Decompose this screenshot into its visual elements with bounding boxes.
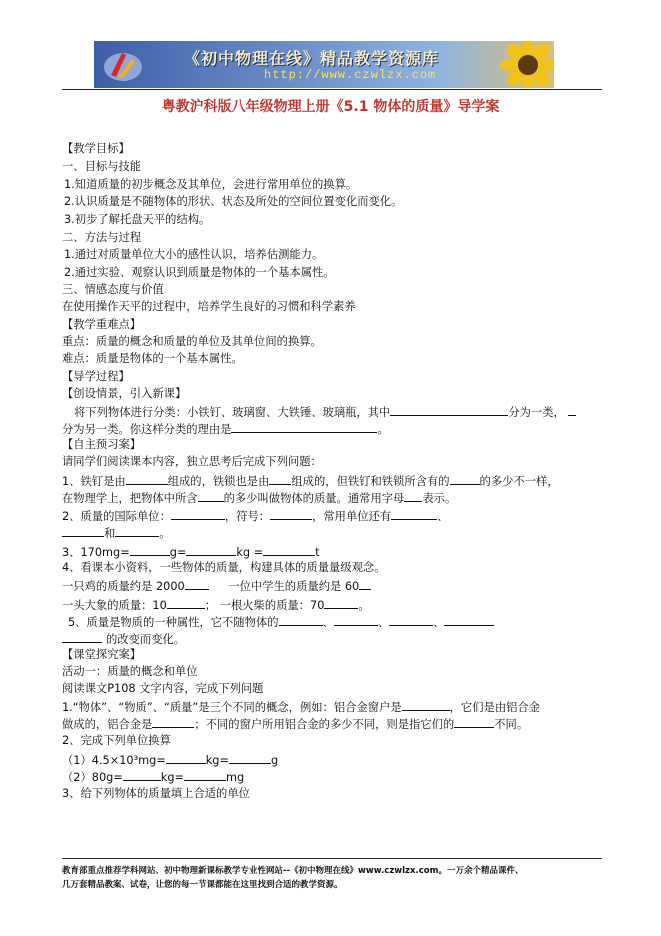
classify-line-2	[62, 421, 389, 437]
q3-line	[62, 544, 320, 560]
c2b-text-b: kg=	[160, 771, 184, 784]
blank-q4-elephant-unit[interactable]	[167, 597, 205, 609]
sunflower-icon	[494, 41, 554, 88]
q4-elephant-text: 一头大象的质量：10	[62, 599, 167, 612]
blank-c1-2[interactable]	[152, 716, 194, 728]
reading-instruction: 阅读课文P108 文字内容，完成下列问题	[62, 682, 264, 695]
q2-line-2	[62, 525, 171, 541]
footer-line-2: 几万套精品教案、试卷，让您的每一节课都能在这里找到合适的教学资源。	[62, 880, 343, 890]
c2b-line	[62, 769, 244, 785]
c1-text-e: 不同。	[494, 718, 529, 731]
c1-text-a: 1.“物体”、“物质”、“质量”是三个不同的概念，例如：铝合金窗户是	[62, 701, 402, 714]
q4-text: 4、看课本小资料，一些物体的质量，构建具体的质量量级观念。	[62, 561, 386, 574]
heading-key-points: 【教学重难点】	[62, 318, 142, 331]
blank-q5-2[interactable]	[334, 614, 378, 626]
objective-2-1: 1.通过对质量单位大小的感性认识，培养估测能力。	[64, 248, 324, 261]
c2-heading: 2、完成下列单位换算	[62, 734, 171, 747]
difficulty-text: 难点：质量是物体的一个基本属性。	[62, 352, 243, 365]
q3-text-b: g=	[169, 546, 187, 559]
blank-q1-1[interactable]	[126, 473, 168, 485]
c2a-text-a: （1）4.5×10³mg=	[62, 754, 166, 767]
heading-preview: 【自主预习案】	[62, 438, 142, 451]
c2a-line	[62, 752, 278, 768]
q2-text-c: ，常用单位还有	[312, 510, 392, 523]
q2-text-e: 和	[104, 527, 116, 540]
q1-line-2	[62, 490, 456, 506]
q1-text-g: 表示。	[422, 492, 457, 505]
q2-text-b: ，符号：	[224, 510, 271, 523]
q2-line-1	[62, 508, 448, 524]
heading-scenario: 【创设情景，引入新课】	[62, 387, 187, 400]
blank-c2a-1[interactable]	[166, 752, 206, 764]
classify-text-3: 分为另一类。你这样分类的理由是	[62, 423, 232, 436]
q5-line-1	[68, 614, 494, 630]
header-rule	[62, 89, 602, 90]
blank-q3-1[interactable]	[130, 544, 170, 556]
objective-section-1: 一、目标与技能	[62, 160, 142, 173]
q2-text-a: 2、质量的国际单位：	[62, 510, 171, 523]
q5-sep-1: 、	[322, 616, 334, 629]
c2a-text-b: kg=	[205, 754, 229, 767]
footer-rule	[62, 858, 602, 859]
c2b-text-a: （2）80g=	[62, 771, 123, 784]
banner-title: 《初中物理在线》精品教学资源库	[184, 49, 440, 68]
site-logo-icon	[102, 47, 144, 83]
blank-q5-5[interactable]	[62, 631, 102, 643]
blank-c2b-2[interactable]	[184, 769, 226, 781]
preview-intro: 请同学们阅读课本内容，独立思考后完成下列问题：	[62, 455, 322, 468]
classify-text-1: 将下列物体进行分类：小铁钉、玻璃窗、大铁锤、玻璃瓶，其中	[74, 406, 391, 419]
classify-line-1	[74, 404, 576, 420]
q4-line-2	[62, 578, 371, 594]
key-point-text: 重点：质量的概念和质量的单位及其单位间的换算。	[62, 335, 322, 348]
c1-line-2	[62, 716, 528, 732]
heading-class-inquiry: 【课堂探究案】	[62, 648, 142, 661]
blank-c2b-1[interactable]	[123, 769, 161, 781]
blank-q4-student-unit[interactable]	[359, 578, 371, 590]
objective-section-2: 二、方法与过程	[62, 231, 142, 244]
c2b-text-c: mg	[225, 771, 245, 784]
blank-c1-3[interactable]	[454, 716, 494, 728]
document-title: 粤教沪科版八年级物理上册《5.1 物体的质量》导学案	[161, 99, 500, 115]
q3-text-d: t	[315, 546, 320, 559]
c1-text-c: 做成的，铝合金是	[62, 718, 153, 731]
classify-text-4: 。	[377, 423, 389, 436]
objective-section-3: 三、情感态度与价值	[62, 283, 164, 296]
blank-q4-chicken-unit[interactable]	[185, 578, 209, 590]
blank-classify-2[interactable]	[568, 404, 576, 416]
blank-classify-1[interactable]	[390, 404, 508, 416]
banner-url: http://www.czwlzx.com	[264, 68, 437, 82]
objective-1-1: 1.知道质量的初步概念及其单位，会进行常用单位的换算。	[64, 178, 358, 191]
blank-q5-4[interactable]	[444, 614, 494, 626]
blank-q3-3[interactable]	[263, 544, 315, 556]
blank-q1-3[interactable]	[450, 473, 480, 485]
blank-q2-3[interactable]	[391, 508, 437, 520]
activity-one: 活动一：质量的概念和单位	[62, 665, 198, 678]
heading-objectives: 【教学目标】	[62, 142, 130, 155]
header-banner	[94, 41, 554, 88]
heading-process: 【导学过程】	[62, 370, 130, 383]
blank-q5-1[interactable]	[279, 614, 323, 626]
blank-q1-2[interactable]	[269, 473, 291, 485]
c3-text: 3、给下列物体的质量填上合适的单位	[62, 787, 250, 800]
q4-student-text: 一位中学生的质量约是 60	[228, 580, 360, 593]
blank-q2-1[interactable]	[171, 508, 225, 520]
q1-text-c: 组成的，但铁钉和铁锁所含有的	[291, 475, 450, 488]
q5-text-b: 的改变而变化。	[106, 633, 186, 646]
q1-text-b: 组成的，铁锁也是由	[167, 475, 270, 488]
blank-c2a-2[interactable]	[229, 752, 271, 764]
classify-text-2: 分为一类，	[508, 406, 565, 419]
blank-q2-5[interactable]	[115, 525, 159, 537]
blank-q1-5[interactable]	[404, 490, 422, 502]
q1-text-a: 1、铁钉是由	[62, 475, 126, 488]
q5-line-2	[62, 631, 185, 647]
q1-text-f: 的多少叫做物体的质量。通常用字母	[223, 492, 405, 505]
c1-text-d: ；不同的窗户所用铝合金的多少不同，则是指它们的	[194, 718, 455, 731]
q5-text-a: 5、质量是物质的一种属性，它不随物体的	[68, 616, 279, 629]
c1-line-1	[62, 699, 540, 715]
blank-q2-2[interactable]	[270, 508, 312, 520]
q1-text-e: 在物理学上，把物体中所含	[62, 492, 198, 505]
objective-1-3: 3.初步了解托盘天平的结构。	[64, 213, 211, 226]
q4-line-3	[62, 597, 370, 613]
blank-classify-reason[interactable]	[231, 421, 377, 433]
q3-text-c: kg =	[236, 546, 264, 559]
c1-text-b: ，它们是由铝合金	[449, 701, 541, 714]
footer-line-1: 教育部重点推荐学科网站、初中物理新课标教学专业性网站--《初中物理在线》www.czwlzx.com。一万余个精品课件、	[62, 866, 524, 876]
q1-text-d: 的多少不一样，	[479, 475, 559, 488]
blank-q5-3[interactable]	[389, 614, 433, 626]
q2-text-f: 。	[159, 527, 171, 540]
q4-period: 。	[358, 599, 370, 612]
blank-q2-4[interactable]	[62, 525, 104, 537]
objective-3-text: 在使用操作天平的过程中，培养学生良好的习惯和科学素养	[62, 300, 356, 313]
q5-sep-3: 、	[433, 616, 445, 629]
q2-text-d: 、	[437, 510, 449, 523]
q1-line-1	[62, 473, 559, 489]
blank-q1-4[interactable]	[198, 490, 224, 502]
q4-chicken-text: 一只鸡的质量约是 2000	[62, 580, 185, 593]
objective-2-2: 2.通过实验、观察认识到质量是物体的一个基本属性。	[64, 266, 335, 279]
blank-c1-1[interactable]	[402, 699, 450, 711]
blank-q4-match-unit[interactable]	[324, 597, 358, 609]
q3-text-a: 3、170mg=	[62, 546, 130, 559]
q5-sep-2: 、	[377, 616, 390, 629]
q4-match-text: ； 一根火柴的质量：70	[204, 599, 325, 612]
c2a-text-c: g	[270, 754, 279, 767]
blank-q3-2[interactable]	[186, 544, 236, 556]
objective-1-2: 2.认识质量是不随物体的形状、状态及所处的空间位置变化而变化。	[64, 195, 403, 208]
